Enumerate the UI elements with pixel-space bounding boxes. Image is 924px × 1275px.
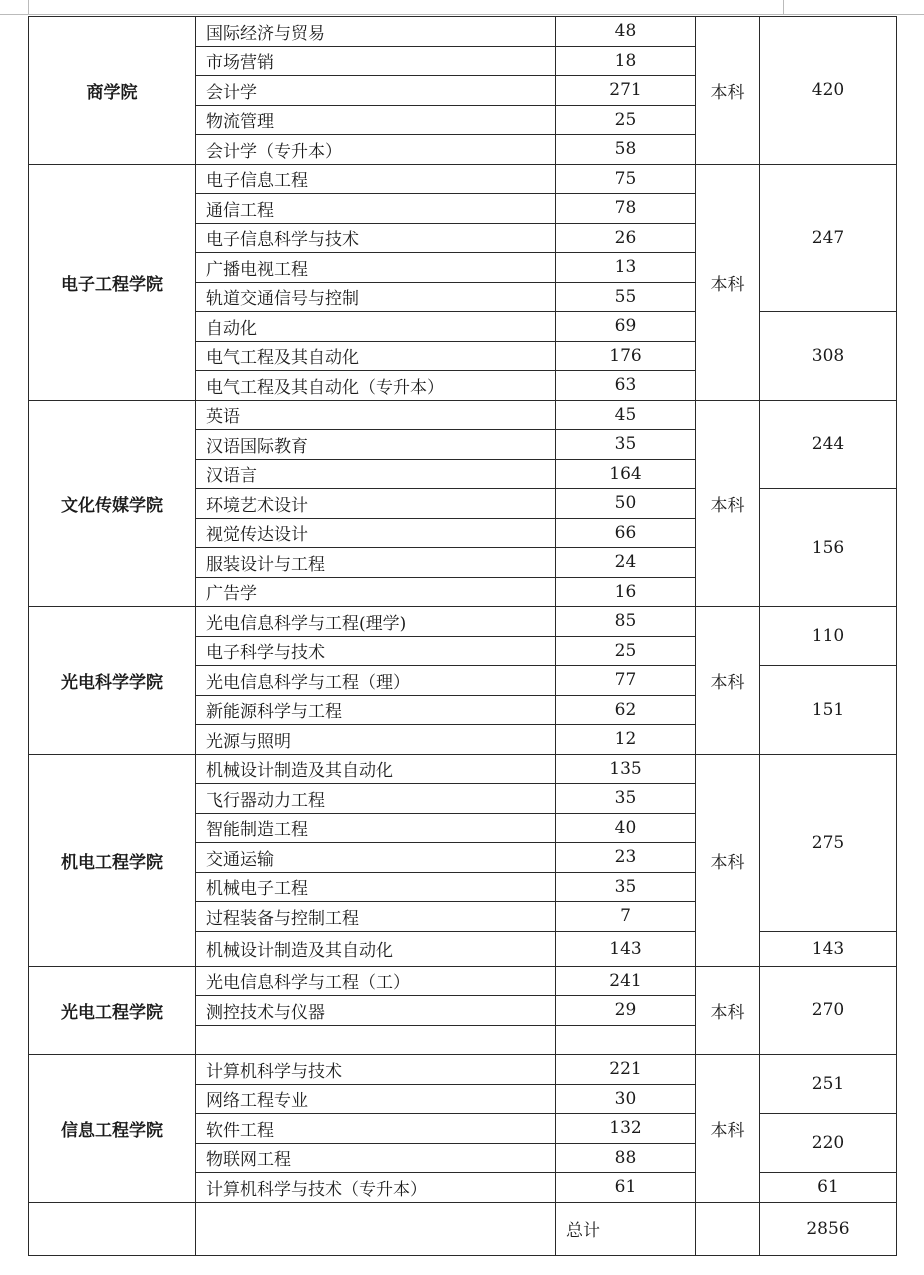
count-cell: 18 [556, 46, 696, 76]
count-cell: 48 [556, 17, 696, 47]
table-row [29, 607, 897, 637]
major-cell: 光源与照明 [196, 725, 556, 755]
total-row [29, 1202, 897, 1255]
college-cell: 光电工程学院 [29, 966, 196, 1055]
table-row [29, 17, 897, 47]
total-label: 总计 [556, 1202, 696, 1255]
subtotal-cell: 244 [760, 400, 897, 489]
major-cell: 计算机科学与技术 [196, 1055, 556, 1085]
count-cell: 63 [556, 371, 696, 401]
college-cell: 电子工程学院 [29, 164, 196, 400]
major-cell: 国际经济与贸易 [196, 17, 556, 47]
count-cell: 55 [556, 282, 696, 312]
count-cell: 69 [556, 312, 696, 342]
major-cell: 汉语言 [196, 459, 556, 489]
major-cell: 英语 [196, 400, 556, 430]
count-cell: 58 [556, 135, 696, 165]
major-cell: 计算机科学与技术（专升本） [196, 1173, 556, 1203]
page-top-rule [0, 14, 924, 15]
major-cell: 光电信息科学与工程（理） [196, 666, 556, 696]
major-cell: 飞行器动力工程 [196, 784, 556, 814]
level-cell: 本科 [696, 400, 760, 607]
major-cell: 汉语国际教育 [196, 430, 556, 460]
subtotal-cell: 275 [760, 754, 897, 931]
college-cell: 文化传媒学院 [29, 400, 196, 607]
level-cell: 本科 [696, 966, 760, 1055]
major-cell: 物流管理 [196, 105, 556, 135]
subtotal-cell: 247 [760, 164, 897, 312]
major-cell: 新能源科学与工程 [196, 695, 556, 725]
major-cell: 电子信息工程 [196, 164, 556, 194]
level-cell: 本科 [696, 754, 760, 966]
major-cell [196, 1025, 556, 1055]
count-cell: 62 [556, 695, 696, 725]
count-cell: 25 [556, 105, 696, 135]
subtotal-cell: 110 [760, 607, 897, 666]
empty-cell [196, 1202, 556, 1255]
major-cell: 广播电视工程 [196, 253, 556, 283]
major-cell: 电气工程及其自动化 [196, 341, 556, 371]
major-cell: 电子科学与技术 [196, 636, 556, 666]
major-cell: 通信工程 [196, 194, 556, 224]
count-cell: 45 [556, 400, 696, 430]
table-row [29, 164, 897, 194]
count-cell: 143 [556, 931, 696, 966]
count-cell: 88 [556, 1143, 696, 1173]
table-row [29, 400, 897, 430]
major-cell: 自动化 [196, 312, 556, 342]
major-cell: 视觉传达设计 [196, 518, 556, 548]
major-cell: 网络工程专业 [196, 1084, 556, 1114]
subtotal-cell: 156 [760, 489, 897, 607]
count-cell: 132 [556, 1114, 696, 1144]
subtotal-cell: 151 [760, 666, 897, 755]
table-row [29, 754, 897, 784]
college-cell: 商学院 [29, 17, 196, 165]
count-cell: 26 [556, 223, 696, 253]
subtotal-cell: 420 [760, 17, 897, 165]
count-cell: 40 [556, 813, 696, 843]
empty-cell [29, 1202, 196, 1255]
level-cell: 本科 [696, 1055, 760, 1203]
count-cell: 66 [556, 518, 696, 548]
count-cell: 29 [556, 996, 696, 1026]
empty-cell [696, 1202, 760, 1255]
count-cell: 50 [556, 489, 696, 519]
table-row [29, 1055, 897, 1085]
page-corner-tick-right [783, 0, 784, 14]
count-cell: 271 [556, 76, 696, 106]
count-cell: 35 [556, 430, 696, 460]
major-cell: 光电信息科学与工程（工） [196, 966, 556, 996]
count-cell: 12 [556, 725, 696, 755]
major-cell: 机械设计制造及其自动化 [196, 754, 556, 784]
major-cell: 电子信息科学与技术 [196, 223, 556, 253]
major-cell: 会计学 [196, 76, 556, 106]
count-cell: 77 [556, 666, 696, 696]
count-cell: 135 [556, 754, 696, 784]
count-cell: 85 [556, 607, 696, 637]
college-cell: 机电工程学院 [29, 754, 196, 966]
count-cell: 164 [556, 459, 696, 489]
count-cell: 24 [556, 548, 696, 578]
count-cell: 16 [556, 577, 696, 607]
count-cell: 35 [556, 872, 696, 902]
count-cell: 35 [556, 784, 696, 814]
major-cell: 服装设计与工程 [196, 548, 556, 578]
count-cell: 241 [556, 966, 696, 996]
table-row [29, 966, 897, 996]
count-cell: 176 [556, 341, 696, 371]
level-cell: 本科 [696, 164, 760, 400]
major-cell: 光电信息科学与工程(理学) [196, 607, 556, 637]
major-cell: 智能制造工程 [196, 813, 556, 843]
count-cell: 75 [556, 164, 696, 194]
count-cell: 23 [556, 843, 696, 873]
major-cell: 机械电子工程 [196, 872, 556, 902]
subtotal-cell: 308 [760, 312, 897, 401]
subtotal-cell: 143 [760, 931, 897, 966]
count-cell [556, 1025, 696, 1055]
subtotal-cell: 220 [760, 1114, 897, 1173]
major-cell: 广告学 [196, 577, 556, 607]
level-cell: 本科 [696, 17, 760, 165]
major-cell: 电气工程及其自动化（专升本） [196, 371, 556, 401]
major-cell: 环境艺术设计 [196, 489, 556, 519]
major-cell: 测控技术与仪器 [196, 996, 556, 1026]
major-cell: 过程装备与控制工程 [196, 902, 556, 932]
count-cell: 61 [556, 1173, 696, 1203]
major-cell: 物联网工程 [196, 1143, 556, 1173]
count-cell: 25 [556, 636, 696, 666]
enrollment-table [28, 16, 897, 1256]
page-corner-tick-left [28, 0, 29, 14]
college-cell: 光电科学学院 [29, 607, 196, 755]
count-cell: 13 [556, 253, 696, 283]
major-cell: 软件工程 [196, 1114, 556, 1144]
subtotal-cell: 61 [760, 1173, 897, 1203]
major-cell: 交通运输 [196, 843, 556, 873]
count-cell: 7 [556, 902, 696, 932]
college-cell: 信息工程学院 [29, 1055, 196, 1203]
major-cell: 轨道交通信号与控制 [196, 282, 556, 312]
subtotal-cell: 251 [760, 1055, 897, 1114]
subtotal-cell: 270 [760, 966, 897, 1055]
grand-total: 2856 [760, 1202, 897, 1255]
count-cell: 221 [556, 1055, 696, 1085]
count-cell: 30 [556, 1084, 696, 1114]
major-cell: 机械设计制造及其自动化 [196, 931, 556, 966]
major-cell: 会计学（专升本） [196, 135, 556, 165]
level-cell: 本科 [696, 607, 760, 755]
count-cell: 78 [556, 194, 696, 224]
major-cell: 市场营销 [196, 46, 556, 76]
